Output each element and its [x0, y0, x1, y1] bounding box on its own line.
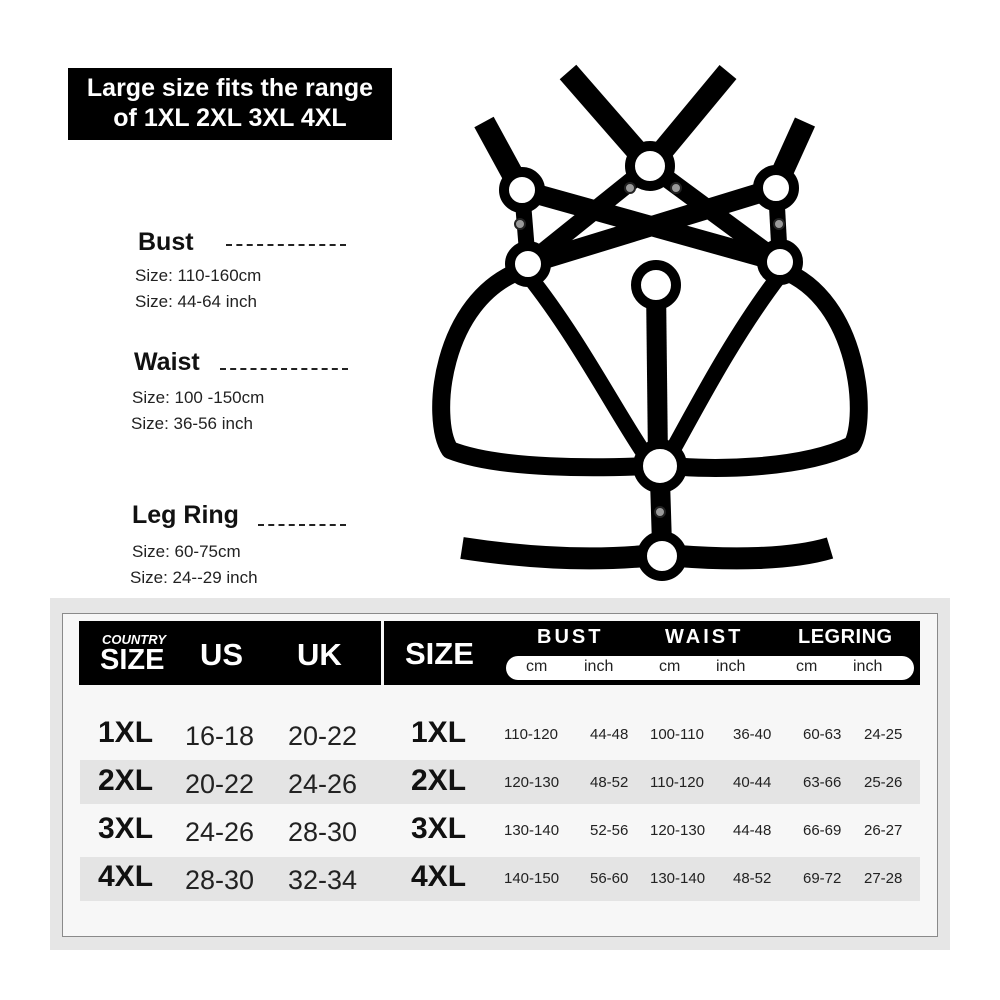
waist-title: Waist [134, 348, 200, 376]
table-row-bust-cm: 110-120 [504, 726, 558, 743]
table-row-waist-cm: 120-130 [650, 822, 706, 839]
table-row-us: 20-22 [185, 769, 255, 799]
table-row-us: 16-18 [185, 721, 255, 751]
table-row-size: 1XL [98, 716, 154, 749]
table-row-bust-inch: 52-56 [590, 822, 629, 839]
uk-header: UK [297, 637, 342, 672]
table-row-size: 2XL [98, 764, 154, 797]
table-row-leg-cm: 63-66 [803, 774, 842, 791]
unit-bust-inch: inch [584, 658, 614, 675]
us-header: US [200, 637, 244, 672]
bust-inch: Size: 44-64 inch [135, 292, 257, 311]
bust-title: Bust [138, 228, 194, 256]
bust-dash-line [226, 244, 346, 246]
table-row-uk: 20-22 [288, 721, 358, 751]
table-row-bust-cm: 140-150 [504, 870, 560, 887]
waist-header: WAIST [665, 626, 744, 648]
table-row-uk: 32-34 [288, 865, 358, 895]
waist-inch: Size: 36-56 inch [131, 414, 253, 433]
leg-ring-dash-line [258, 524, 346, 526]
table-row-size-2: 2XL [411, 764, 467, 797]
table-row-waist-cm: 100-110 [650, 726, 704, 743]
table-row-bust-inch: 44-48 [590, 726, 629, 743]
table-row-waist-inch: 44-48 [733, 822, 772, 839]
table-row-size-2: 3XL [411, 812, 467, 845]
table-row-uk: 28-30 [288, 817, 358, 847]
table-row-leg-inch: 26-27 [864, 822, 903, 839]
unit-waist-cm: cm [659, 658, 681, 675]
bust-cm: Size: 110-160cm [135, 266, 262, 285]
table-row-waist-cm: 110-120 [650, 774, 704, 791]
unit-bust-cm: cm [526, 658, 548, 675]
banner-line-1: Large size fits the range [86, 74, 374, 102]
leg-ring-title: Leg Ring [132, 501, 239, 529]
table-row-waist-inch: 36-40 [733, 726, 772, 743]
unit-waist-inch: inch [716, 658, 746, 675]
table-row-leg-inch: 25-26 [864, 774, 903, 791]
country-size-label: SIZE [100, 644, 165, 676]
table-row-bust-cm: 120-130 [504, 774, 560, 791]
leg-ring-cm: Size: 60-75cm [132, 542, 241, 561]
size-range-banner [68, 68, 392, 140]
leg-ring-inch: Size: 24--29 inch [130, 568, 258, 587]
table-row-bust-inch: 56-60 [590, 870, 629, 887]
banner-line-2: of 1XL 2XL 3XL 4XL [113, 104, 347, 132]
table-row-leg-inch: 24-25 [864, 726, 903, 743]
waist-dash-line [220, 368, 348, 370]
unit-legring-cm: cm [796, 658, 818, 675]
table-row-size-2: 4XL [411, 860, 467, 893]
table-row-waist-cm: 130-140 [650, 870, 706, 887]
size-header: SIZE [405, 636, 474, 671]
table-row-size: 4XL [98, 860, 154, 893]
country-label: COUNTRY [102, 632, 167, 647]
unit-legring-inch: inch [853, 658, 883, 675]
legring-header: LEGRING [798, 626, 893, 648]
table-row-waist-inch: 40-44 [733, 774, 772, 791]
table-row-leg-cm: 60-63 [803, 726, 842, 743]
table-row-leg-inch: 27-28 [864, 870, 903, 887]
table-row-us: 24-26 [185, 817, 255, 847]
table-row-bust-cm: 130-140 [504, 822, 560, 839]
table-row-uk: 24-26 [288, 769, 358, 799]
harness-product-image [420, 55, 880, 595]
table-row-leg-cm: 69-72 [803, 870, 842, 887]
waist-cm: Size: 100 -150cm [132, 388, 265, 407]
bust-header: BUST [537, 626, 604, 648]
table-row-size: 3XL [98, 812, 154, 845]
table-row-waist-inch: 48-52 [733, 870, 772, 887]
table-row-leg-cm: 66-69 [803, 822, 842, 839]
table-row-size-2: 1XL [411, 716, 467, 749]
table-row-bust-inch: 48-52 [590, 774, 629, 791]
table-row-us: 28-30 [185, 865, 255, 895]
